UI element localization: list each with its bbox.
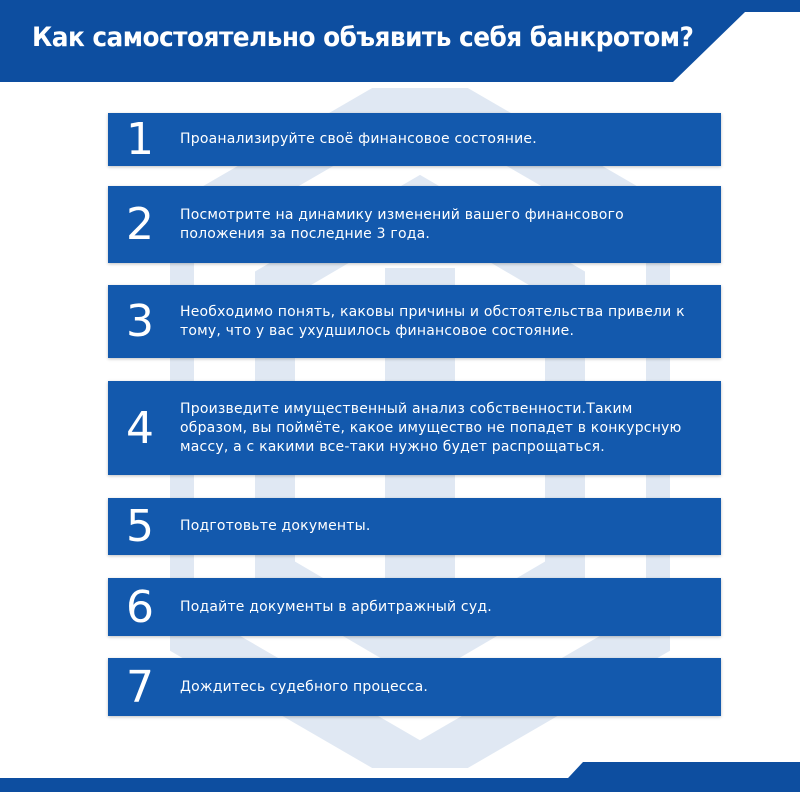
step-number: 5 <box>126 501 154 552</box>
step-text: Посмотрите на динамику изменений вашего финансового положения за последние 3 года. <box>180 206 624 242</box>
step-item-2 <box>108 186 721 263</box>
page-title: Как самостоятельно объявить себя банкротом? <box>32 22 694 53</box>
step-item-5 <box>108 498 721 555</box>
step-number: 3 <box>126 296 154 347</box>
step-item-6 <box>108 578 721 636</box>
step-item-1 <box>108 113 721 166</box>
step-item-7 <box>108 658 721 716</box>
step-text: Подготовьте документы. <box>180 518 371 534</box>
footer-background <box>0 752 800 792</box>
step-number: 2 <box>126 199 154 250</box>
step-text: Дождитесь судебного процесса. <box>180 678 429 695</box>
step-text: Произведите имущественный анализ собственности.Таким образом, вы поймёте, какое имущество не попадет в конкурсную массу, а с какими все-таки нужно будет распрощаться. <box>180 400 682 455</box>
footer-bar <box>0 752 800 792</box>
step-item-3 <box>108 285 721 358</box>
step-number: 7 <box>126 661 154 713</box>
step-number: 4 <box>126 402 154 454</box>
step-text: Проанализируйте своё финансовое состояние. <box>180 131 537 147</box>
step-text: Подайте документы в арбитражный суд. <box>180 598 492 615</box>
step-item-4 <box>108 381 721 475</box>
step-text: Необходимо понять, каковы причины и обстоятельства привели к тому, что у вас ухудшилось финансовое состояние. <box>180 303 685 339</box>
step-number: 6 <box>126 581 154 633</box>
step-number: 1 <box>126 114 154 165</box>
